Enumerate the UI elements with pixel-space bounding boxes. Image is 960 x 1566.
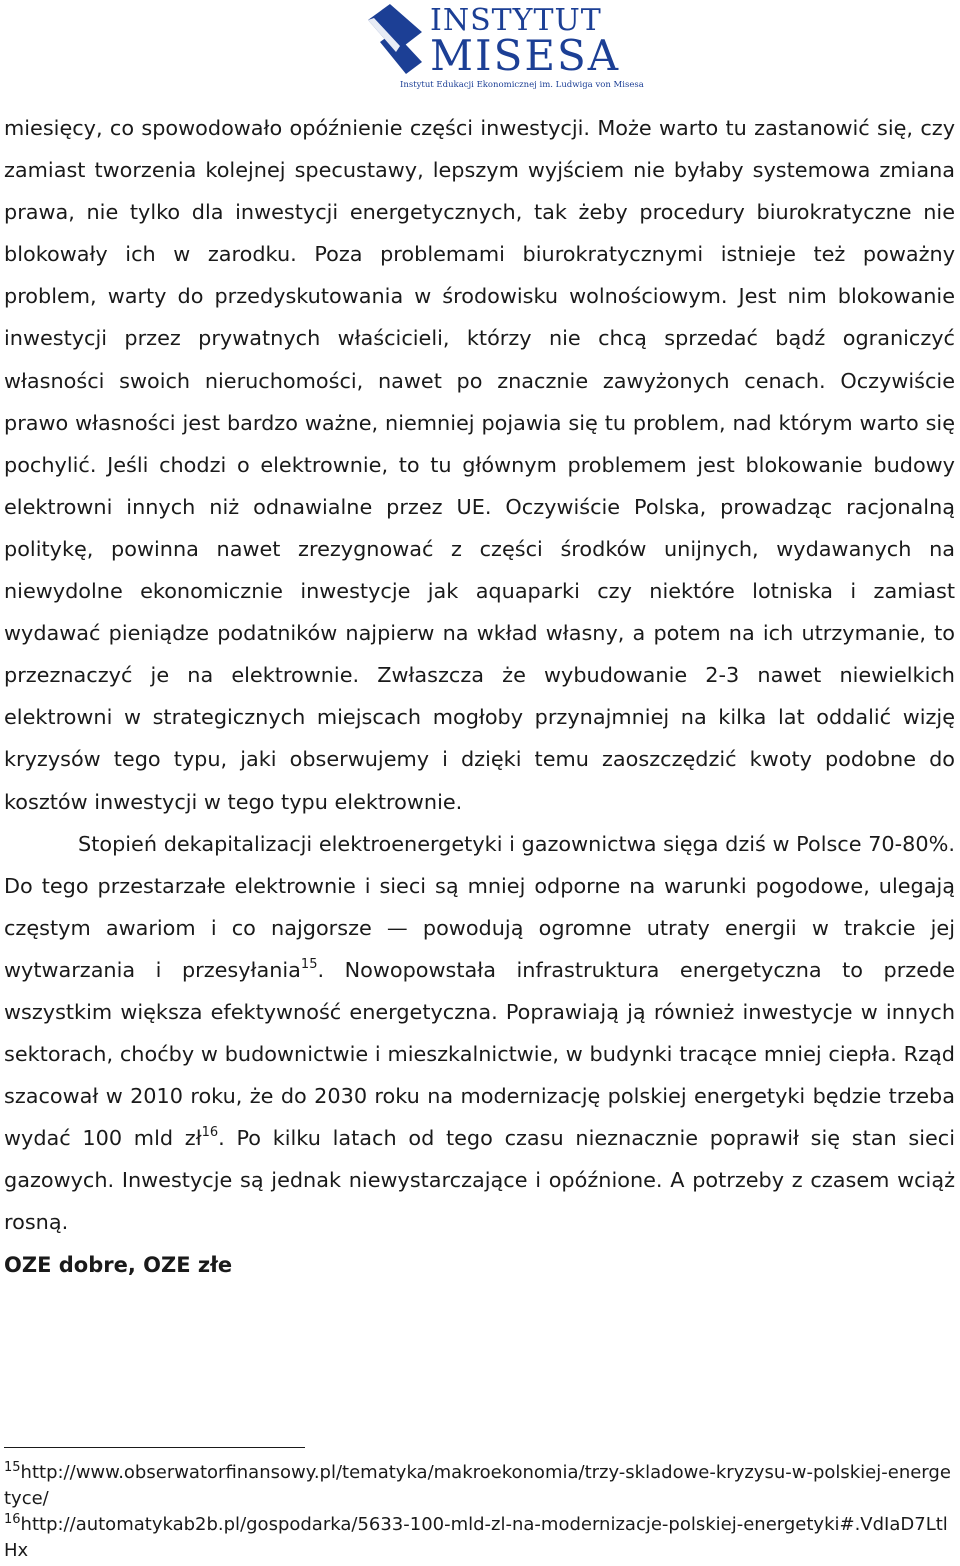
logo-line2: MISESA xyxy=(430,31,621,80)
footnote-15 xyxy=(4,1460,955,1512)
paragraph-2-part-b: . Nowopowstała infrastruktura energetyczna to przede wszystkim większa efektywność energetyczna. Poprawiają ją również inwestycje w innych sektorach, choćby w budownictwie i mieszkalnictwie, w budynki tracące mniej ciepła. Rząd szacował w 2010 roku, że do 2030 roku na modernizację polskiej energetyki będzie trzeba wydać 100 mld xyxy=(4,957,955,1151)
paragraph-2-part-a: Stopień dekapitalizacji elektroenergetyki i gazownictwa sięga dziś w Polsce 70-80%. Do tego przestarzałe elektrownie i sieci są mniej odporne na warunki pogodowe, ulegają częstym awariom i co najgorsze — powodują ogromne utraty energii w trakcie jej wytwarzania i przesyłania xyxy=(4,831,955,982)
footnote-link[interactable]: http://automatykab2b.pl/gospodarka/5633-100-mld-zl-na-modernizacje-polskiej-energetyki#.VdIaD7LtlHx xyxy=(4,1514,948,1561)
footnote-ref-15[interactable]: 15 xyxy=(300,956,318,972)
paragraph-2 xyxy=(4,823,955,1244)
footnote-16 xyxy=(4,1512,955,1564)
logo-subtitle: Instytut Edukacji Ekonomicznej im. Ludwiga von Misesa xyxy=(400,80,644,90)
paragraph-2-part-c: zł xyxy=(184,1126,202,1151)
logo-emblem-icon xyxy=(360,2,440,82)
paragraph-1: miesięcy, co spowodowało opóźnienie części inwestycji. Może warto tu zastanowić się, czy zamiast tworzenia kolejnej specustawy, lepszym wyjściem nie byłaby systemowa zmiana prawa, nie tylko dla inwestycji energetycznych, tak żeby procedury biurokratyczne nie blokowały ich w zarodku. Poza problemami biurokratycznymi istnieje też poważny problem, warty do przedyskutowania w środowisku wolnościowym. Jest nim blokowanie inwestycji przez prywatnych właścicieli, którzy nie chcą sprzedać bądź ograniczyć własności swoich nieruchomości, nawet po znacznie zawyżonych cenach. Oczywiście prawo własności jest bardzo ważne, niemniej pojawia się tu problem, nad którym warto się pochylić. Jeśli chodzi o elektrownie, to tu głównym problemem jest blokowanie budowy elektrowni innych niż odnawialne przez UE. Oczywiście Polska, prowadząc racjonalną politykę, powinna nawet zrezygnować z części środków unijnych, wydawanych na niewydolne ekonomicznie inwestycje jak aquaparki czy niektóre lotniska i zamiast wydawać pieniądze podatników najpierw na wkład własny, a potem na ich utrzymanie, to przeznaczyć je na elektrownie. Zwłaszcza że wybudowanie 2-3 nawet niewielkich elektrowni w strategicznych miejscach mogłoby przynajmniej na kilka lat oddalić wizję kryzysów tego typu, jaki obserwujemy i dzięki temu zaoszczędzić kwoty podobne do kosztów inwestycji w tego typu elektrownie. xyxy=(4,116,955,814)
footnotes xyxy=(4,1460,955,1564)
institute-logo xyxy=(360,2,644,94)
footnote-number: 15 xyxy=(4,1460,21,1475)
paragraph-2-part-d: . Po kilku latach od tego czasu nieznacznie poprawił się stan sieci gazowych. Inwestycje są jednak niewystarczające i opóźnione. A potrzeby z czasem wciąż rosną. xyxy=(4,1126,955,1235)
logo-wordmark xyxy=(430,3,621,80)
footnote-link[interactable]: http://www.obserwatorfinansowy.pl/tematyka/makroekonomia/trzy-skladowe-kryzysu-w-polskiej-energetyce/ xyxy=(4,1462,951,1509)
logo-line1: INSTYTUT xyxy=(430,3,602,38)
document-body xyxy=(4,107,955,1286)
footnote-separator xyxy=(4,1447,305,1448)
footnote-number: 16 xyxy=(4,1512,21,1527)
footnote-ref-16[interactable]: 16 xyxy=(201,1125,219,1141)
section-heading: OZE dobre, OZE złe xyxy=(4,1252,233,1277)
page-header xyxy=(0,0,960,96)
